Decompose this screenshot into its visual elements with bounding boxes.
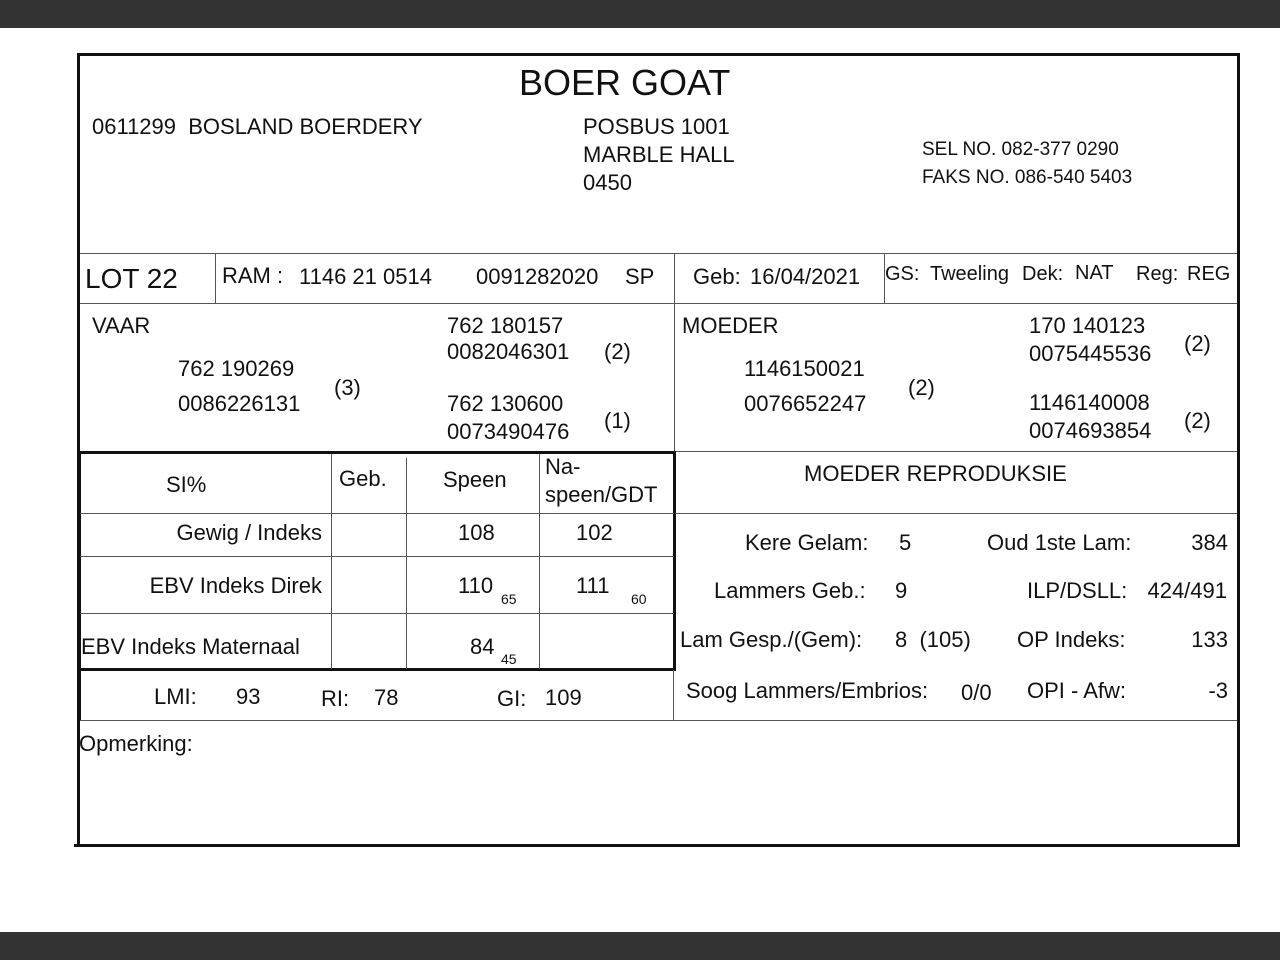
naspeen-header-line-2: speen/GDT [545, 482, 658, 507]
ram-id: 1146 21 0514 [299, 264, 432, 289]
direk-naspeen: 111 [576, 573, 610, 598]
dam-sire-registration: 0075445536 [1029, 341, 1152, 366]
ilp-value: 424/491 [1147, 578, 1227, 603]
lmi-label: LMI: [154, 684, 197, 709]
lammers-value: 9 [895, 578, 908, 603]
reg-value: REG [1187, 263, 1231, 285]
soog-label: Soog Lammers/Embrios: [686, 678, 929, 703]
ri-value: 78 [374, 685, 399, 710]
reg-label: Reg: [1136, 263, 1179, 285]
direk-naspeen-accuracy: 60 [631, 591, 647, 607]
birth-label: Geb: [693, 264, 741, 289]
ram-label: RAM : [222, 263, 284, 288]
si-header: SI% [166, 472, 207, 497]
birth-date: 16/04/2021 [750, 264, 861, 289]
dek-label: Dek: [1022, 263, 1064, 285]
sire-dam-registration: 0073490476 [447, 419, 570, 444]
reproduction-title: MOEDER REPRODUKSIE [804, 461, 1067, 486]
sire-label: VAAR [92, 313, 151, 338]
oud-lam-label: Oud 1ste Lam: [987, 530, 1132, 555]
address-line-3: 0450 [583, 170, 632, 195]
sire-id: 762 190269 [178, 356, 295, 381]
naspeen-header-line-1: Na- [545, 454, 581, 479]
op-indeks-label: OP Indeks: [1017, 627, 1126, 652]
dam-sire-note: (2) [1184, 331, 1211, 356]
dam-note: (2) [908, 375, 935, 400]
address-line-1: POSBUS 1001 [583, 114, 730, 139]
gs-label: GS: [885, 263, 920, 285]
sire-sire-note: (2) [604, 339, 631, 364]
ram-registration: 0091282020 [476, 264, 599, 289]
breeder-name: 0611299 BOSLAND BOERDERY [92, 114, 423, 139]
lam-gesp-value: 8 (105) [895, 627, 971, 652]
row-label-maternaal: EBV Indeks Maternaal [81, 634, 300, 659]
address-line-2: MARBLE HALL [583, 142, 735, 167]
row-label-gewig: Gewig / Indeks [176, 520, 322, 545]
op-indeks-value: 133 [1191, 627, 1228, 652]
lammers-label: Lammers Geb.: [714, 578, 866, 603]
page-title: BOER GOAT [519, 62, 731, 103]
sire-dam-id: 762 130600 [447, 391, 564, 416]
ilp-label: ILP/DSLL: [1027, 578, 1128, 603]
gewig-speen: 108 [458, 520, 495, 545]
oud-lam-value: 384 [1191, 530, 1228, 555]
gi-label: GI: [497, 686, 527, 711]
dam-dam-note: (2) [1184, 408, 1211, 433]
sire-sire-id: 762 180157 [447, 313, 564, 338]
sire-note: (3) [334, 375, 361, 400]
geb-header: Geb. [339, 466, 387, 491]
lam-gesp-label: Lam Gesp./(Gem): [680, 627, 863, 652]
opi-afw-label: OPI - Afw: [1027, 678, 1127, 703]
lot-number: LOT 22 [85, 263, 178, 294]
maternaal-speen: 84 [470, 634, 495, 659]
sire-sire-registration: 0082046301 [447, 339, 570, 364]
dam-dam-registration: 0074693854 [1029, 418, 1152, 443]
ram-class: SP [625, 264, 655, 289]
dek-value: NAT [1075, 262, 1114, 284]
fax-number: FAKS NO. 086-540 5403 [922, 167, 1133, 188]
dam-id: 1146150021 [744, 356, 865, 381]
dam-sire-id: 170 140123 [1029, 313, 1146, 338]
direk-speen: 110 [458, 573, 494, 598]
direk-speen-accuracy: 65 [501, 591, 517, 607]
ri-label: RI: [321, 686, 350, 711]
opi-afw-value: -3 [1208, 678, 1228, 703]
dam-registration: 0076652247 [744, 391, 867, 416]
dam-dam-id: 1146140008 [1029, 390, 1150, 415]
sire-dam-note: (1) [604, 408, 631, 433]
remarks-label: Opmerking: [79, 731, 193, 756]
gs-value: Tweeling [930, 263, 1009, 285]
dam-label: MOEDER [682, 313, 779, 338]
bottom-bar [0, 932, 1280, 960]
sire-registration: 0086226131 [178, 391, 301, 416]
phone-number: SEL NO. 082-377 0290 [922, 139, 1119, 160]
gewig-naspeen: 102 [576, 520, 613, 545]
kere-gelam-value: 5 [899, 530, 912, 555]
kere-gelam-label: Kere Gelam: [745, 530, 869, 555]
soog-value: 0/0 [961, 680, 992, 705]
top-bar [0, 0, 1280, 28]
speen-header: Speen [443, 467, 507, 492]
maternaal-speen-accuracy: 45 [501, 651, 517, 667]
row-label-direk: EBV Indeks Direk [149, 573, 322, 598]
gi-value: 109 [545, 685, 582, 710]
lmi-value: 93 [236, 684, 261, 709]
